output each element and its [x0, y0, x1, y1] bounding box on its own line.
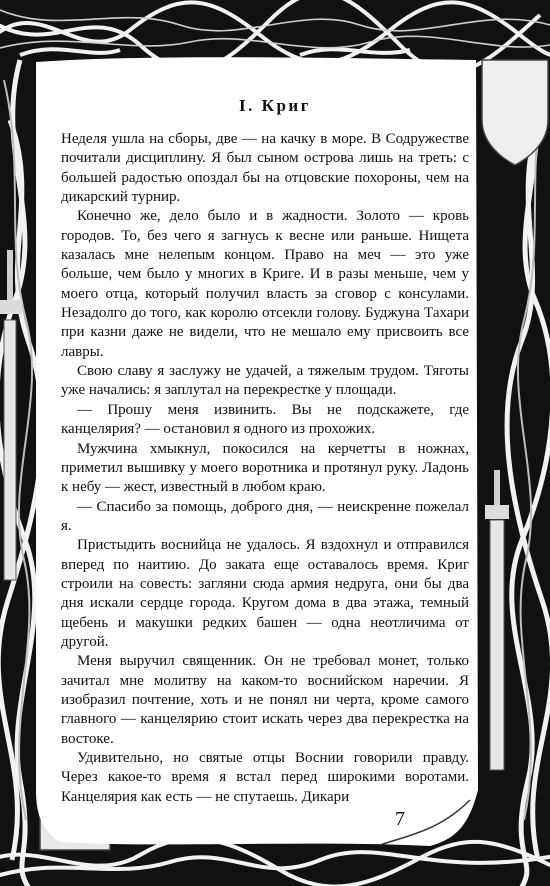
- paragraph: Мужчина хмыкнул, покосился на керчетты в ножнах, приметил вышивку у моего воротника и протянул руку. Ладонь к небу — жест, известный в любом краю.: [61, 440, 469, 496]
- paragraph: Неделя ушла на сборы, две — на качку в море. В Содружестве почитали дисциплину. Я был сыном острова лишь на треть: с большей радостью опоздал бы на отцовские похороны, чем на дикарский турнир.: [61, 131, 469, 206]
- paragraph: Меня выручил священник. Он не требовал монет, только зачитал мне молитву на каком-то воснийском наречии. Я изобразил почтение, хоть и не понял ни черта, кроме самого главного — канцелярию стоит искать через два перекрестка на востоке.: [61, 653, 469, 747]
- paragraph: Удивительно, но святые отцы Воснии говорили правду. Через какое-то время я встал перед широкими воротами. Канцелярия как есть — не спутаешь. Дикари: [61, 750, 469, 805]
- body-text: [61, 130, 469, 807]
- paragraph: Пристыдить воснийца не удалось. Я вздохнул и отправился вперед по наитию. До заката еще оставалось время. Криг строили на совесть: загляни сюда армия недруга, они бы два дня искали сердце города. Кругом дома в два этажа, темный щебень и макушки редких башен — одна неотличима от другой.: [61, 537, 469, 650]
- paragraph: — Спасибо за помощь, доброго дня, — неискренне пожелал я.: [61, 498, 469, 534]
- chapter-title: I. Криг: [239, 96, 311, 115]
- paragraph: Свою славу я заслужу не удачей, а тяжелым трудом. Тяготы уже начались: я заплутал на перекрестке у площади.: [61, 363, 469, 399]
- paragraph: — Прошу меня извинить. Вы не подскажете, где канцелярия? — остановил я одного из прохожих.: [61, 401, 469, 438]
- paragraph: Конечно же, дело было и в жадности. Золото — кровь городов. То, без чего я загнусь к весне или раньше. Нищета казалась мне нелепым концом. Право на меч — это уже больше, чем было у многих в Криге. И в разы меньше, чем у моего отца, который получил власть за сговор с консулами. Незадолго до того, как королю отсекли голову. Буджуна Тахари при казни даже не видели, что не мешало ему присвоить все лавры.: [61, 208, 469, 360]
- page-number: 7: [395, 808, 405, 830]
